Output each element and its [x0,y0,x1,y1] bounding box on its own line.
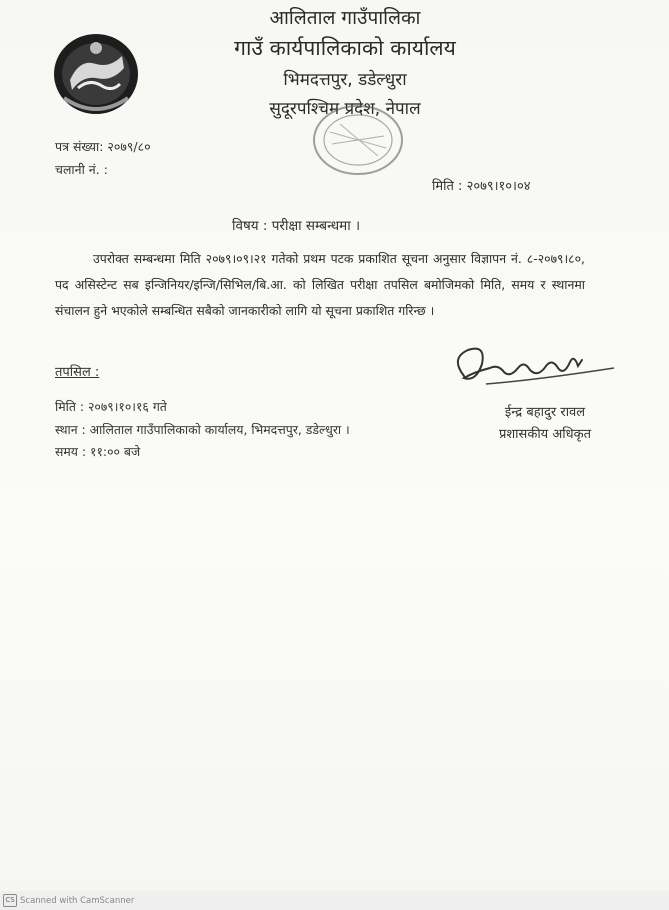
notice-body: उपरोक्त सम्बन्धमा मिति २०७९।०९।२१ गतेको प्रथम पटक प्रकाशित सूचना अनुसार विज्ञापन नं. ८-२०७९।८०, पद असिस्टेन्ट सब इन्जिनियर/इन्जि/सिभिल/बि.आ. को लिखित परीक्षा तपसिल बमोजिमको मिति, समय र स्थानमा संचालन हुने भएकोले सम्बन्धित सबैको जानकारीको लागि यो सूचना प्रकाशित गरिन्छ । [55,251,585,318]
municipality-name: आलिताल गाउँपालिका [269,7,421,29]
letter-number: पत्र संख्या: २०७९/८० [55,139,151,154]
office-name: गाउँ कार्यपालिकाको कार्यालय [234,36,456,60]
signatory-name: ईन्द्र बहादुर रावल [504,405,586,420]
province-country: सुदूरपश्चिम प्रदेश, नेपाल [269,99,421,119]
office-location: भिमदत्तपुर, डडेल्धुरा [283,70,407,90]
signatory-designation: प्रशासकीय अधिकृत [498,427,592,442]
exam-date: मिति : २०७९।१०।१६ गते [55,399,167,414]
scanner-footer [0,891,669,910]
details-heading: तपसिल : [55,365,100,380]
notice-subject: विषय : परीक्षा सम्बन्धमा । [232,218,361,234]
nepal-emblem-icon [50,28,142,118]
office-stamp-icon [300,96,415,186]
camscanner-logo-icon: CS [3,894,17,907]
exam-venue: स्थान : आलिताल गाउँपालिकाको कार्यालय, भिमदत्तपुर, डडेल्धुरा । [55,422,350,437]
signatory-block [470,402,620,446]
notice-date: मिति : २०७९।१०।०४ [432,179,531,194]
exam-time: समय : ११:०० बजे [55,444,141,459]
scanner-watermark: Scanned with CamScanner [20,895,135,906]
signature-icon [446,338,616,398]
dispatch-number: चलानी नं. : [55,162,108,177]
